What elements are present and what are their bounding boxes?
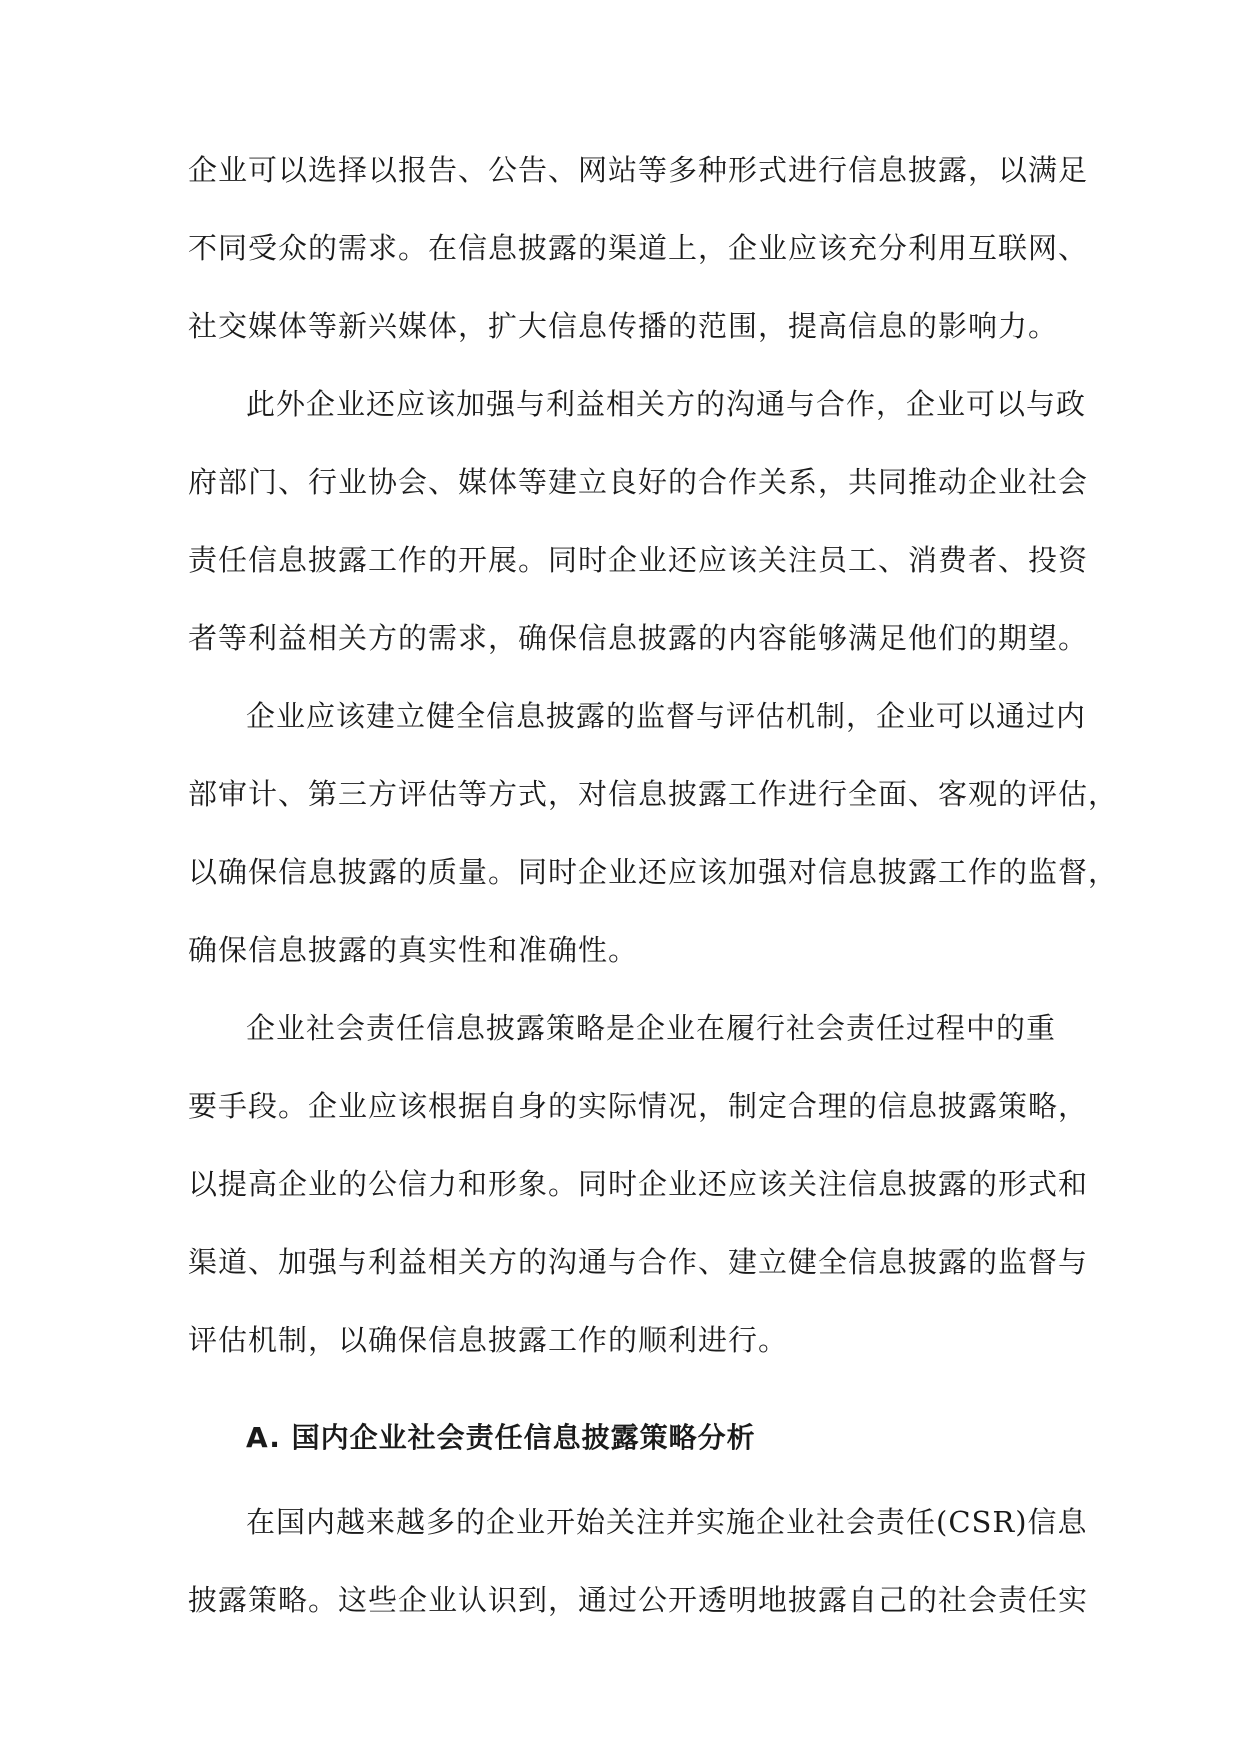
paragraph-line: 以提高企业的公信力和形象。同时企业还应该关注信息披露的形式和 [188, 1167, 1089, 1201]
paragraph-line: 不同受众的需求。在信息披露的渠道上，企业应该充分利用互联网、 [188, 231, 1089, 265]
paragraph-line: 企业社会责任信息披露策略是企业在履行社会责任过程中的重 [246, 1011, 1057, 1045]
paragraph-line: 披露策略。这些企业认识到，通过公开透明地披露自己的社会责任实 [188, 1583, 1089, 1617]
paragraph-line: 渠道、加强与利益相关方的沟通与合作、建立健全信息披露的监督与 [188, 1245, 1089, 1279]
section-heading: A. 国内企业社会责任信息披露策略分析 [246, 1421, 756, 1454]
paragraph-line: 府部门、行业协会、媒体等建立良好的合作关系，共同推动企业社会 [188, 465, 1089, 499]
paragraph-line: 企业可以选择以报告、公告、网站等多种形式进行信息披露，以满足 [188, 153, 1089, 187]
paragraph-line: 者等利益相关方的需求，确保信息披露的内容能够满足他们的期望。 [188, 621, 1089, 655]
paragraph-line: 确保信息披露的真实性和准确性。 [188, 933, 639, 967]
paragraph-line: 企业应该建立健全信息披露的监督与评估机制，企业可以通过内 [246, 699, 1087, 733]
paragraph-line: 以确保信息披露的质量。同时企业还应该加强对信息披露工作的监督， [188, 855, 1119, 889]
paragraph-line: 评估机制，以确保信息披露工作的顺利进行。 [188, 1323, 789, 1357]
paragraph-line: 要手段。企业应该根据自身的实际情况，制定合理的信息披露策略， [188, 1089, 1089, 1123]
paragraph-line: 责任信息披露工作的开展。同时企业还应该关注员工、消费者、投资 [188, 543, 1089, 577]
paragraph-line: 社交媒体等新兴媒体，扩大信息传播的范围，提高信息的影响力。 [188, 309, 1059, 343]
paragraph-line: 部审计、第三方评估等方式，对信息披露工作进行全面、客观的评估， [188, 777, 1119, 811]
paragraph-line: 在国内越来越多的企业开始关注并实施企业社会责任(CSR)信息 [246, 1505, 1088, 1539]
paragraph-line: 此外企业还应该加强与利益相关方的沟通与合作，企业可以与政 [246, 387, 1087, 421]
